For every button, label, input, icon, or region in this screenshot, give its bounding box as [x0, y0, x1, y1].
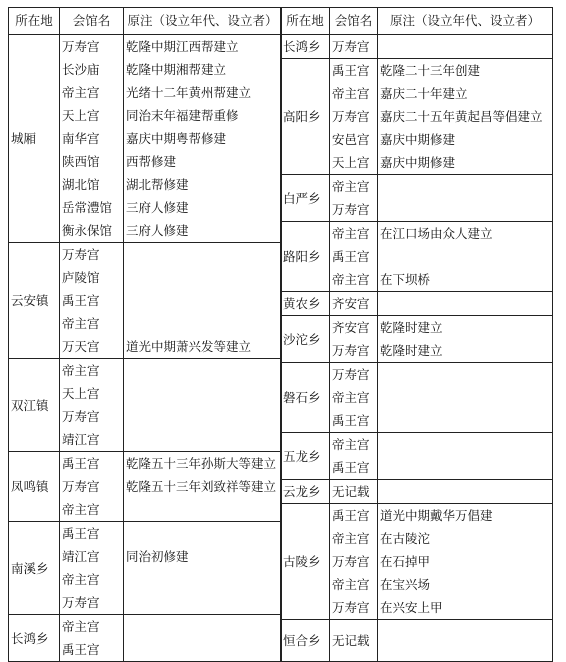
hall-name: 帝主宫 [332, 577, 370, 592]
notes-cell [378, 504, 553, 620]
hall-note [126, 359, 279, 382]
hall-note [380, 480, 550, 503]
hall-name: 帝主宫 [332, 179, 370, 194]
location-cell: 南溪乡 [9, 522, 60, 615]
location-group-row [281, 363, 553, 433]
location-group-row [281, 480, 553, 504]
hall-name: 万寿宫 [332, 39, 370, 54]
hall-name: 禹王宫 [332, 460, 370, 475]
hall-name: 帝主宫 [62, 619, 100, 634]
hall-note: 在宝兴场 [380, 577, 431, 592]
location-group-row [9, 35, 282, 243]
hall-name: 万寿宫 [62, 39, 100, 54]
header-row [281, 8, 553, 35]
location-group-row [281, 175, 553, 222]
hall-name: 万寿宫 [332, 109, 370, 124]
hall-name: 禹王宫 [62, 526, 100, 541]
notes-cell [378, 433, 553, 480]
hall-note [380, 409, 550, 432]
location-group-row [9, 615, 282, 662]
location-cell: 路阳乡 [281, 222, 330, 292]
hall-note [380, 245, 550, 268]
guild-table-right [280, 7, 553, 662]
hall-note [380, 456, 550, 479]
hall-note [126, 591, 279, 614]
hall-note: 湖北帮修建 [126, 177, 189, 192]
hall-note: 嘉庆中期修建 [380, 155, 456, 170]
hall-note: 在江口场由众人建立 [380, 226, 493, 241]
hall-note: 在石掉甲 [380, 554, 431, 569]
location-cell: 云龙乡 [281, 480, 330, 504]
hall-name: 禹王宫 [332, 508, 370, 523]
hall-names-cell [330, 480, 378, 504]
hall-note: 乾隆中期江西帮建立 [126, 39, 239, 54]
hall-name: 帝主宫 [332, 226, 370, 241]
hall-name: 安邑宫 [332, 132, 370, 147]
hall-note: 同治初修建 [126, 549, 189, 564]
notes-cell [378, 363, 553, 433]
hall-name: 齐安宫 [332, 320, 370, 335]
hall-name: 无记载 [332, 633, 370, 648]
location-cell: 沙沱乡 [281, 316, 330, 363]
hall-name: 禹王宫 [332, 63, 370, 78]
hall-names-cell [330, 292, 378, 316]
hall-note [380, 35, 550, 58]
location-group-row [281, 59, 553, 175]
location-group-row [281, 504, 553, 620]
hall-note: 乾隆五十三年刘致祥等建立 [126, 479, 277, 494]
location-group-row [9, 522, 282, 615]
hall-note: 道光中期戴华万倡建 [380, 508, 493, 523]
hall-note [380, 292, 550, 315]
hall-note [380, 175, 550, 198]
location-cell: 五龙乡 [281, 433, 330, 480]
notes-cell [378, 316, 553, 363]
location-cell: 黄农乡 [281, 292, 330, 316]
location-group-row [281, 35, 553, 59]
notes-cell [124, 359, 282, 452]
hall-names-cell [330, 316, 378, 363]
hall-note [126, 568, 279, 591]
hall-note: 在兴安上甲 [380, 600, 443, 615]
hall-note: 乾隆时建立 [380, 343, 443, 358]
hall-name: 庐陵馆 [62, 270, 100, 285]
hall-name: 南华宫 [62, 131, 100, 146]
hall-name: 天上宫 [62, 386, 100, 401]
hall-note [380, 433, 550, 456]
hall-name: 万寿宫 [62, 247, 100, 262]
hall-name: 万寿宫 [62, 479, 100, 494]
hall-note [126, 522, 279, 545]
hall-names-cell [330, 363, 378, 433]
hall-note: 三府人修建 [126, 200, 189, 215]
hall-note: 嘉庆二十五年黄起昌等倡建立 [380, 109, 543, 124]
hall-names-cell [330, 59, 378, 175]
hall-name: 禹王宫 [332, 249, 370, 264]
notes-cell [378, 620, 553, 662]
hall-note [126, 312, 279, 335]
hall-name: 帝主宫 [332, 86, 370, 101]
hall-note: 同治末年福建帮重修 [126, 108, 239, 123]
hall-names-cell [330, 35, 378, 59]
hall-names-cell [330, 222, 378, 292]
hall-names-cell [60, 243, 124, 359]
header-location: 所在地 [281, 8, 330, 35]
hall-names-cell [330, 504, 378, 620]
hall-name: 万寿宫 [332, 554, 370, 569]
location-cell: 城厢 [9, 35, 60, 243]
hall-name: 禹王宫 [332, 413, 370, 428]
location-group-row [281, 292, 553, 316]
hall-note [126, 266, 279, 289]
hall-note [126, 428, 279, 451]
hall-note: 在下坝桥 [380, 272, 431, 287]
hall-name: 长沙庙 [62, 62, 100, 77]
notes-cell [124, 452, 282, 522]
hall-name: 帝主宫 [62, 502, 100, 517]
hall-note: 乾隆五十三年孙斯大等建立 [126, 456, 277, 471]
hall-name: 万寿宫 [332, 343, 370, 358]
location-group-row [281, 222, 553, 292]
notes-cell [378, 59, 553, 175]
header-note: 原注（设立年代、设立者） [378, 8, 553, 35]
hall-name: 万寿宫 [62, 409, 100, 424]
location-cell: 古陵乡 [281, 504, 330, 620]
hall-name: 帝主宫 [62, 85, 100, 100]
location-group-row [9, 452, 282, 522]
hall-names-cell [60, 359, 124, 452]
hall-note: 西帮修建 [126, 154, 177, 169]
hall-name: 万寿宫 [332, 600, 370, 615]
location-cell: 磐石乡 [281, 363, 330, 433]
location-group-row [281, 620, 553, 662]
hall-note [126, 498, 279, 521]
hall-name: 天上宫 [62, 108, 100, 123]
hall-names-cell [60, 615, 124, 662]
hall-note: 光绪十二年黄州帮建立 [126, 85, 252, 100]
hall-name: 天上宫 [332, 155, 370, 170]
location-cell: 长鸿乡 [9, 615, 60, 662]
notes-cell [124, 615, 282, 662]
hall-name: 齐安宫 [332, 296, 370, 311]
header-row [9, 8, 282, 35]
hall-note [126, 615, 279, 638]
hall-note [380, 629, 550, 652]
hall-name: 靖江宫 [62, 549, 100, 564]
hall-note: 在古陵沱 [380, 531, 431, 546]
hall-name: 湖北馆 [62, 177, 100, 192]
location-group-row [9, 243, 282, 359]
hall-names-cell [60, 522, 124, 615]
notes-cell [378, 292, 553, 316]
hall-name: 万寿宫 [332, 202, 370, 217]
hall-names-cell [330, 433, 378, 480]
header-location: 所在地 [9, 8, 60, 35]
hall-name: 帝主宫 [62, 363, 100, 378]
hall-note: 道光中期萧兴发等建立 [126, 339, 252, 354]
location-cell: 云安镇 [9, 243, 60, 359]
location-group-row [281, 433, 553, 480]
hall-name: 帝主宫 [332, 531, 370, 546]
location-cell: 长鸿乡 [281, 35, 330, 59]
hall-note [126, 289, 279, 312]
hall-name: 岳常澧馆 [62, 200, 113, 215]
hall-name: 无记载 [332, 484, 370, 499]
notes-cell [378, 175, 553, 222]
hall-note [380, 386, 550, 409]
location-cell: 白严乡 [281, 175, 330, 222]
hall-names-cell [60, 35, 124, 243]
location-cell: 恒合乡 [281, 620, 330, 662]
hall-name: 帝主宫 [332, 390, 370, 405]
hall-note [126, 405, 279, 428]
notes-cell [124, 35, 282, 243]
hall-name: 帝主宫 [332, 437, 370, 452]
notes-cell [124, 522, 282, 615]
hall-name: 陕西馆 [62, 154, 100, 169]
hall-note: 乾隆时建立 [380, 320, 443, 335]
hall-note [126, 638, 279, 661]
header-hall: 会馆名 [330, 8, 378, 35]
notes-cell [378, 222, 553, 292]
hall-name: 禹王宫 [62, 642, 100, 657]
hall-name: 衡永保馆 [62, 223, 113, 238]
location-cell: 双江镇 [9, 359, 60, 452]
location-group-row [9, 359, 282, 452]
hall-note [380, 198, 550, 221]
header-note: 原注（设立年代、设立者） [124, 8, 282, 35]
hall-name: 万寿宫 [332, 367, 370, 382]
hall-name: 万寿宫 [62, 595, 100, 610]
header-hall: 会馆名 [60, 8, 124, 35]
hall-names-cell [60, 452, 124, 522]
location-group-row [281, 316, 553, 363]
location-cell: 高阳乡 [281, 59, 330, 175]
hall-name: 靖江宫 [62, 432, 100, 447]
hall-name: 帝主宫 [62, 316, 100, 331]
notes-cell [378, 480, 553, 504]
hall-name: 禹王宫 [62, 293, 100, 308]
hall-names-cell [330, 620, 378, 662]
hall-note [380, 363, 550, 386]
guild-table-left [8, 7, 282, 662]
location-cell: 凤鸣镇 [9, 452, 60, 522]
hall-note [126, 382, 279, 405]
hall-note: 乾隆中期湘帮建立 [126, 62, 227, 77]
hall-name: 禹王宫 [62, 456, 100, 471]
hall-note: 嘉庆中期修建 [380, 132, 456, 147]
notes-cell [378, 35, 553, 59]
hall-name: 万天宫 [62, 339, 100, 354]
hall-note: 三府人修建 [126, 223, 189, 238]
hall-note: 乾隆二十三年创建 [380, 63, 481, 78]
hall-names-cell [330, 175, 378, 222]
notes-cell [124, 243, 282, 359]
hall-note: 嘉庆二十年建立 [380, 86, 468, 101]
hall-name: 帝主宫 [332, 272, 370, 287]
hall-name: 帝主宫 [62, 572, 100, 587]
hall-note: 嘉庆中期粤帮修建 [126, 131, 227, 146]
hall-note [126, 243, 279, 266]
